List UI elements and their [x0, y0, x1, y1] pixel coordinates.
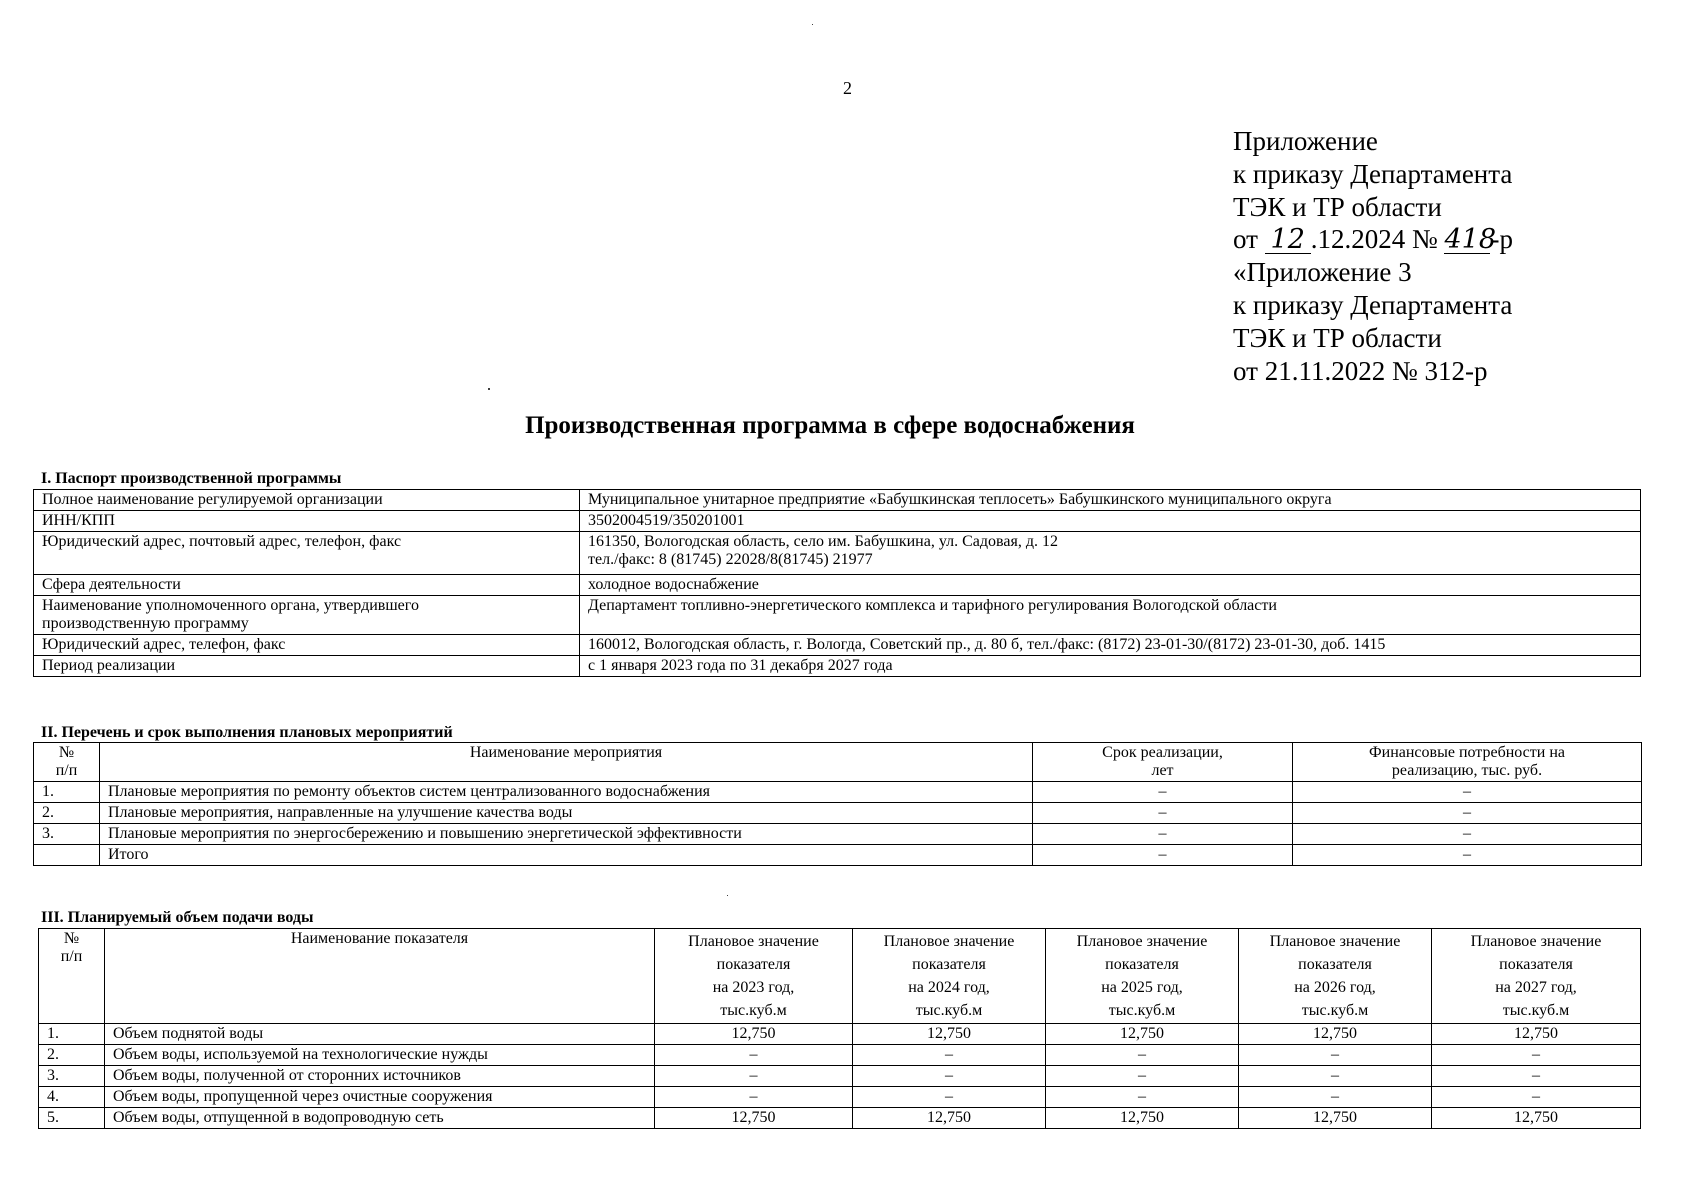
document-title: Производственная программа в сфере водоснабжения: [525, 412, 1135, 439]
header-line: №: [58, 744, 75, 761]
header-line: Плановое значение: [1076, 933, 1208, 950]
table-cell: Муниципальное унитарное предприятие «Бабушкинская теплосеть» Бабушкинского муниципального округа: [580, 490, 1641, 511]
table-row: [39, 1024, 1641, 1045]
passport-table: [33, 489, 1641, 677]
table-cell: –: [655, 1087, 853, 1108]
table-cell: Юридический адрес, телефон, факс: [34, 635, 580, 656]
header-line: п/п: [55, 762, 78, 779]
header-line: №: [63, 930, 80, 947]
table-row: [39, 1045, 1641, 1066]
header-cell: [1033, 743, 1293, 782]
table-cell: –: [655, 1066, 853, 1087]
approval-line: «Приложение 3: [1233, 257, 1412, 288]
table-cell: Период реализации: [34, 656, 580, 677]
table-cell: –: [1033, 845, 1293, 866]
measures-table: [33, 742, 1642, 866]
table-row: [34, 656, 1641, 677]
header-cell: [1046, 929, 1239, 1024]
approval-line: к приказу Департамента: [1233, 289, 1513, 320]
approval-line: к приказу Департамента: [1233, 158, 1513, 189]
header-line: тыс.куб.м: [915, 1002, 983, 1019]
table-row: [34, 575, 1641, 596]
approval-date-line: [1233, 223, 1513, 256]
table-header-row: [34, 743, 1642, 782]
table-cell: [34, 596, 580, 635]
table-header-row: [39, 929, 1641, 1024]
table-cell: Сфера деятельности: [34, 575, 580, 596]
handwritten-day: 12: [1265, 227, 1311, 254]
table-cell: 12,750: [853, 1108, 1046, 1129]
approval-line: ТЭК и ТР области: [1233, 322, 1442, 353]
table-cell: 3502004519/350201001: [580, 511, 1641, 532]
table-cell: 1.: [34, 782, 100, 803]
cell-line: тел./факс: 8 (81745) 22028/8(81745) 21977: [588, 551, 873, 568]
cell-line: Наименование уполномоченного органа, утвердившего: [42, 597, 419, 614]
table-cell: –: [1046, 1045, 1239, 1066]
header-cell: [39, 929, 105, 1024]
header-cell: Наименование мероприятия: [100, 743, 1033, 782]
table-cell: 12,750: [655, 1024, 853, 1045]
table-cell: –: [1046, 1087, 1239, 1108]
approval-line: ТЭК и ТР области: [1233, 191, 1442, 222]
table-cell: –: [1432, 1045, 1641, 1066]
section-heading: I. Паспорт производственной программы: [41, 470, 342, 487]
table-row: [34, 490, 1641, 511]
table-cell: 12,750: [1239, 1024, 1432, 1045]
header-cell: [853, 929, 1046, 1024]
table-cell: Объем воды, отпущенной в водопроводную сеть: [105, 1108, 655, 1129]
table-cell: холодное водоснабжение: [580, 575, 1641, 596]
header-cell: [1293, 743, 1642, 782]
table-cell: 2.: [39, 1045, 105, 1066]
header-line: на 2027 год,: [1495, 979, 1577, 996]
header-line: реализацию, тыс. руб.: [1391, 762, 1543, 779]
table-cell: –: [1033, 782, 1293, 803]
table-cell: 12,750: [1239, 1108, 1432, 1129]
header-line: на 2026 год,: [1294, 979, 1376, 996]
cell-line: 161350, Вологодская область, село им. Бабушкина, ул. Садовая, д. 12: [588, 533, 1058, 550]
table-cell: Юридический адрес, почтовый адрес, телефон, факс: [34, 532, 580, 575]
header-line: Срок реализации,: [1102, 744, 1223, 761]
table-cell: 12,750: [1046, 1024, 1239, 1045]
table-cell: –: [1033, 803, 1293, 824]
header-line: Плановое значение: [1269, 933, 1401, 950]
table-cell: 12,750: [655, 1108, 853, 1129]
table-cell: Плановые мероприятия, направленные на улучшение качества воды: [100, 803, 1033, 824]
header-line: показателя: [1105, 956, 1179, 973]
table-row: [39, 1087, 1641, 1108]
table-cell: –: [1293, 824, 1642, 845]
approval-from: от: [1233, 224, 1258, 255]
table-cell: 4.: [39, 1087, 105, 1108]
header-line: на 2023 год,: [712, 979, 795, 996]
table-row: [34, 511, 1641, 532]
header-line: показателя: [1499, 956, 1573, 973]
header-cell: [1432, 929, 1641, 1024]
handwritten-order-number: 418: [1444, 224, 1497, 256]
table-cell: Объем воды, полученной от сторонних источников: [105, 1066, 655, 1087]
table-cell: с 1 января 2023 года по 31 декабря 2027 года: [580, 656, 1641, 677]
table-row: [34, 782, 1642, 803]
header-line: тыс.куб.м: [1301, 1002, 1369, 1019]
cell-line: производственную программу: [42, 615, 249, 632]
table-cell: –: [1432, 1066, 1641, 1087]
approval-suffix: -р: [1490, 224, 1513, 255]
table-cell: 160012, Вологодская область, г. Вологда, Советский пр., д. 80 б, тел./факс: (8172) 23-01-30/(8172) 23-01-30, доб. 1415: [580, 635, 1641, 656]
header-line: тыс.куб.м: [1502, 1002, 1570, 1019]
table-row: [34, 845, 1642, 866]
table-cell: Объем поднятой воды: [105, 1024, 655, 1045]
approval-date: .12.2024 №: [1310, 224, 1438, 255]
table-cell: –: [1033, 824, 1293, 845]
table-cell: ИНН/КПП: [34, 511, 580, 532]
water-supply-table: [38, 928, 1641, 1129]
section-heading: II. Перечень и срок выполнения плановых мероприятий: [41, 724, 453, 741]
table-cell: 12,750: [853, 1024, 1046, 1045]
approval-block: [1233, 125, 1513, 387]
table-cell: Полное наименование регулируемой организации: [34, 490, 580, 511]
header-cell: [1239, 929, 1432, 1024]
table-row: [34, 803, 1642, 824]
table-cell: –: [1293, 803, 1642, 824]
section-heading: III. Планируемый объем подачи воды: [41, 909, 314, 926]
table-cell: 12,750: [1432, 1108, 1641, 1129]
table-cell: [580, 532, 1641, 575]
scan-speck: [727, 895, 728, 896]
table-cell: –: [1293, 845, 1642, 866]
header-line: показателя: [716, 956, 791, 973]
header-line: тыс.куб.м: [1108, 1002, 1176, 1019]
header-line: тыс.куб.м: [720, 1002, 787, 1019]
header-line: п/п: [60, 948, 83, 965]
header-cell: [655, 929, 853, 1024]
table-cell: 1.: [39, 1024, 105, 1045]
table-cell: Объем воды, используемой на технологические нужды: [105, 1045, 655, 1066]
header-line: на 2025 год,: [1101, 979, 1183, 996]
table-cell: Объем воды, пропущенной через очистные сооружения: [105, 1087, 655, 1108]
table-cell: 12,750: [1046, 1108, 1239, 1129]
scan-speck: [812, 24, 813, 25]
table-cell: 5.: [39, 1108, 105, 1129]
table-row: [39, 1066, 1641, 1087]
table-row: [34, 824, 1642, 845]
table-cell: Итого: [100, 845, 1033, 866]
table-row: [34, 532, 1641, 575]
approval-line: Приложение: [1233, 126, 1378, 156]
table-cell: Плановые мероприятия по энергосбережению и повышению энергетической эффективности: [100, 824, 1033, 845]
table-cell: –: [1432, 1087, 1641, 1108]
table-cell: [34, 845, 100, 866]
header-line: показателя: [1298, 956, 1372, 973]
table-cell: 3.: [39, 1066, 105, 1087]
header-line: показателя: [912, 956, 986, 973]
header-line: Плановое значение: [883, 933, 1015, 950]
header-line: лет: [1151, 762, 1174, 779]
scan-speck: [488, 388, 490, 390]
approval-line: от 21.11.2022 № 312-р: [1233, 355, 1488, 386]
table-cell: –: [1046, 1066, 1239, 1087]
header-line: Финансовые потребности на: [1369, 744, 1565, 761]
header-line: Плановое значение: [688, 933, 819, 950]
table-row: [39, 1108, 1641, 1129]
header-cell: [34, 743, 100, 782]
table-cell: –: [853, 1045, 1046, 1066]
table-cell: –: [1239, 1087, 1432, 1108]
header-cell: Наименование показателя: [105, 929, 655, 1024]
header-line: на 2024 год,: [908, 979, 990, 996]
table-cell: 2.: [34, 803, 100, 824]
page-number: 2: [843, 78, 852, 98]
table-cell: Плановые мероприятия по ремонту объектов систем централизованного водоснабжения: [100, 782, 1033, 803]
table-cell: –: [1293, 782, 1642, 803]
header-line: Плановое значение: [1470, 933, 1602, 950]
table-row: [34, 635, 1641, 656]
table-cell: –: [655, 1045, 853, 1066]
table-row: [34, 596, 1641, 635]
table-cell: –: [1239, 1066, 1432, 1087]
table-cell: –: [853, 1066, 1046, 1087]
table-cell: 3.: [34, 824, 100, 845]
table-cell: 12,750: [1432, 1024, 1641, 1045]
table-cell: –: [853, 1087, 1046, 1108]
table-cell: –: [1239, 1045, 1432, 1066]
table-cell: Департамент топливно-энергетического комплекса и тарифного регулирования Вологодской области: [580, 596, 1641, 635]
